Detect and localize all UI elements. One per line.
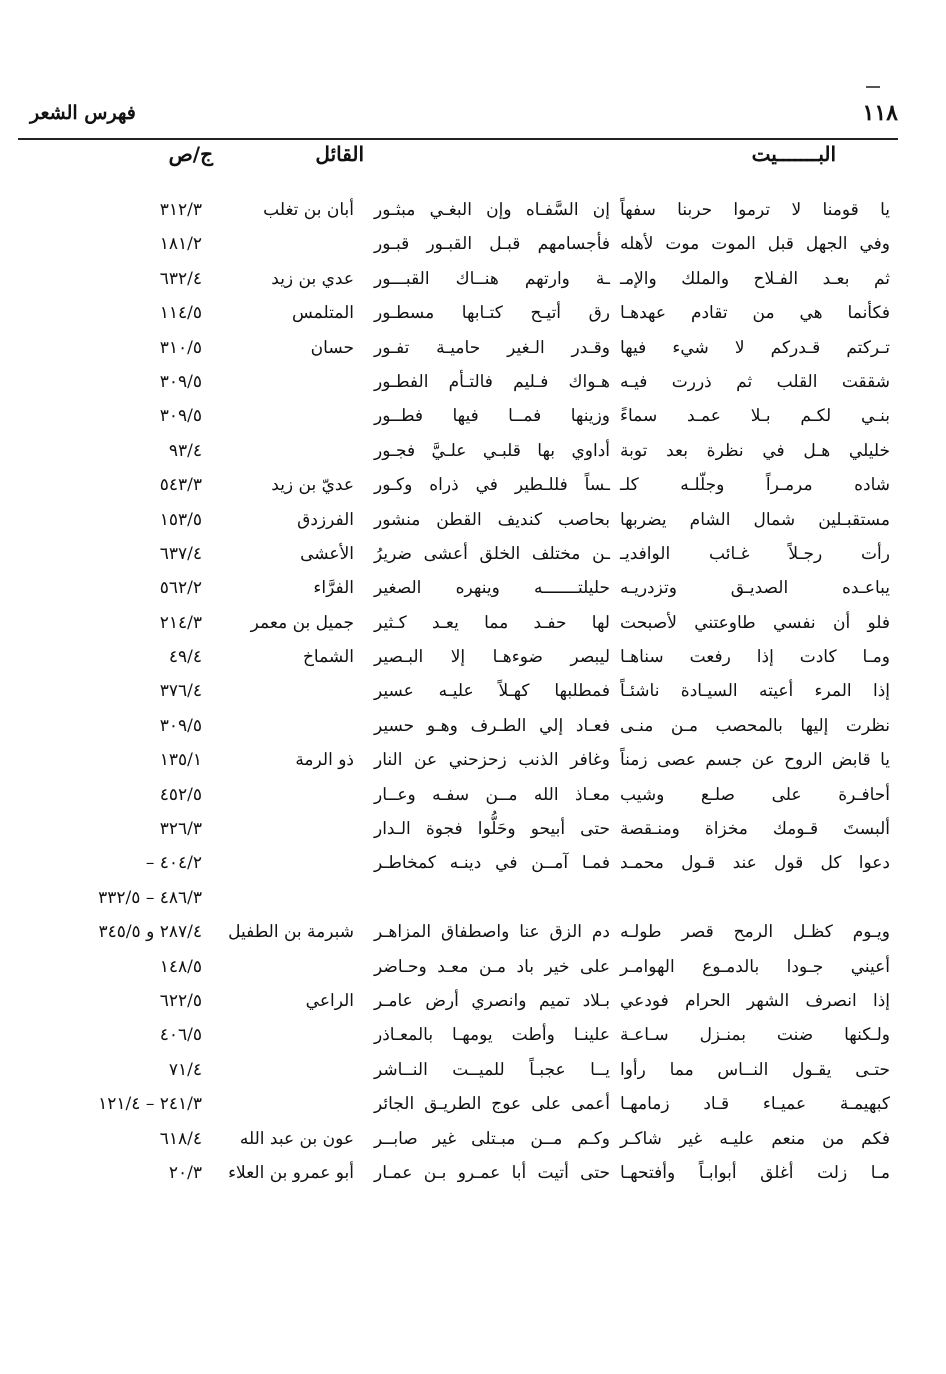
- table-row: [0, 296, 946, 330]
- poet-name: الفرزدق: [297, 509, 354, 530]
- poet-name: جميل بن معمر: [250, 612, 354, 633]
- verse-second-hemistich: ليبصر ضوءهـا إلا البـصير: [374, 647, 610, 668]
- volume-page-reference: ١٥٣/٥: [159, 509, 202, 530]
- verse-first-hemistich: ومـا كادت إذا رفعت سناهـا: [620, 647, 890, 668]
- volume-page-reference: ٥٤٣/٣: [159, 475, 202, 496]
- verse-second-hemistich: لها حفـد مما يعـد كـثير: [374, 612, 610, 633]
- poet-name: الأعشى: [300, 543, 354, 564]
- poet-name: الفرَّاء: [313, 578, 354, 599]
- volume-page-reference: ٣٠٩/٥: [159, 371, 202, 392]
- volume-page-reference: ١١٤/٥: [159, 303, 202, 324]
- table-row: [0, 1018, 946, 1052]
- volume-page-reference: ٤٥٢/٥: [159, 784, 202, 805]
- verse-second-hemistich: بحاصب كنديف القطن منشور: [374, 509, 610, 530]
- verse-first-hemistich: خليلي هـل في نظرة بعد توبة: [620, 440, 890, 461]
- verse-second-hemistich: فعـاد إلي الطـرف وهـو حسير: [374, 715, 610, 736]
- volume-page-reference: ٤٠٤/٢ –: [145, 853, 202, 874]
- verse-first-hemistich: نظرت إليها بالمحصب مـن منـى: [620, 715, 890, 736]
- table-row: [0, 227, 946, 261]
- volume-page-reference: ٣٠٩/٥: [159, 406, 202, 427]
- verse-second-hemistich: بـلاد تميم وانصري أرض عامـر: [374, 990, 610, 1011]
- verse-second-hemistich: أداوي بها قلبـي علـيَّ فجـور: [374, 440, 610, 461]
- volume-page-reference: ٣٧٦/٤: [159, 681, 202, 702]
- table-row: [0, 743, 946, 777]
- verse-first-hemistich: ولـكنها ضنت بمنـزل سـاعـة: [620, 1025, 890, 1046]
- volume-page-reference: ٤٨٦/٣ – ٣٣٢/٥: [98, 887, 202, 908]
- table-row: [0, 1053, 946, 1087]
- column-header-verse: البـــــــيت: [751, 142, 836, 166]
- verse-first-hemistich: شاده مرمـراً وجلّلـه كلـ: [620, 475, 890, 496]
- verse-first-hemistich: إذا انصرف الشهر الحرام فودعي: [620, 990, 890, 1011]
- column-header-poet: القائل: [315, 142, 364, 166]
- volume-page-reference: ٤٩/٤: [168, 647, 202, 668]
- verse-first-hemistich: مستقبـلين شمال الشام يضربها: [620, 509, 890, 530]
- page-header: [30, 100, 898, 130]
- poet-name: عدي بن زيد: [271, 268, 354, 289]
- verse-second-hemistich: رق أتيـح كتـابها مسطـور: [374, 303, 610, 324]
- verse-second-hemistich: أعمى على عوج الطريـق الجائر: [374, 1094, 610, 1115]
- verse-second-hemistich: هـواك فـليم فالتـأم الفطـور: [374, 371, 610, 392]
- table-row: [0, 262, 946, 296]
- verse-second-hemistich: فمـا آمــن في دينـه كمخاطـر: [374, 853, 610, 874]
- verse-first-hemistich: يا قومنا لا ترموا حربنا سفهاً: [620, 200, 890, 220]
- volume-page-reference: ٣١٢/٣: [159, 200, 202, 220]
- verse-first-hemistich: كبهيمـة عميـاء قـاد زمامهـا: [620, 1094, 890, 1115]
- poet-name: أبان بن تغلب: [263, 200, 354, 220]
- table-row: [0, 640, 946, 674]
- table-row: [0, 365, 946, 399]
- poet-name: عديّ بن زيد: [271, 475, 354, 496]
- table-row: [0, 709, 946, 743]
- table-row: [0, 674, 946, 708]
- verse-second-hemistich: ـن مختلف الخلق أعشى ضريرُ: [374, 543, 610, 564]
- table-row: [0, 331, 946, 365]
- table-row: [0, 950, 946, 984]
- volume-page-reference: ٣١٠/٥: [159, 337, 202, 358]
- verse-index-table: [0, 193, 946, 1190]
- verse-second-hemistich: وغافر الذنب زحزحني عن النار: [374, 750, 610, 771]
- verse-second-hemistich: وقـدر الـغير حاميـة تفـور: [374, 337, 610, 358]
- table-row: [0, 468, 946, 502]
- volume-page-reference: ٢٨٧/٤ و ٣٤٥/٥: [98, 922, 202, 943]
- verse-first-hemistich: حتـى يقـول النــاس مما رأوا: [620, 1059, 890, 1080]
- volume-page-reference: ٢١٤/٣: [159, 612, 202, 633]
- volume-page-reference: ٢٠/٣: [168, 1162, 202, 1183]
- poet-name: الشماخ: [302, 647, 354, 668]
- volume-page-reference: ٦٣٧/٤: [159, 543, 202, 564]
- volume-page-reference: ٣٢٦/٣: [159, 819, 202, 840]
- verse-first-hemistich: فكم من منعم عليـه غير شاكـر: [620, 1128, 890, 1149]
- verse-first-hemistich: شققت القلب ثم ذررت فيـه: [620, 371, 890, 392]
- volume-page-reference: ٦٣٢/٤: [159, 268, 202, 289]
- poet-name: الراعي: [305, 990, 354, 1011]
- volume-page-reference: ٥٦٢/٢: [159, 578, 202, 599]
- verse-first-hemistich: مـا زلت أغلق أبوابـاً وأفتحهـا: [620, 1162, 890, 1183]
- volume-page-reference: ٦٢٢/٥: [159, 990, 202, 1011]
- table-row: [0, 537, 946, 571]
- verse-first-hemistich: دعوا كل قول عند قـول محمـد: [620, 853, 890, 874]
- column-header-reference: ج/ص: [168, 142, 213, 166]
- section-title: فهرس الشعر: [30, 102, 136, 124]
- poet-name: شبرمة بن الطفيل: [228, 922, 354, 943]
- verse-second-hemistich: علينـا وأطت يومهـا بالمعـاذر: [374, 1025, 610, 1046]
- poet-name: المتلمس: [292, 303, 354, 324]
- volume-page-reference: ١٨١/٢: [159, 234, 202, 255]
- volume-page-reference: ١٣٥/١: [159, 750, 202, 771]
- table-row: [0, 606, 946, 640]
- verse-second-hemistich: حتى أتيت أبا عمـرو بـن عمـار: [374, 1162, 610, 1183]
- verse-first-hemistich: أحافـرة على صلـع وشيب: [620, 784, 890, 805]
- table-row: [0, 1122, 946, 1156]
- verse-first-hemistich: أعيني جـودا بالدمـوع الهوامـر: [620, 956, 890, 977]
- verse-second-hemistich: يــا عجبـاً للميــت النــاشر: [374, 1059, 610, 1080]
- verse-first-hemistich: بنـي لكـم بـلا عمـد سماءً: [620, 406, 890, 427]
- verse-second-hemistich: ـساً فللـطير في ذراه وكـور: [374, 475, 610, 496]
- verse-second-hemistich: وزينها فمــا فيها فطــور: [374, 406, 610, 427]
- table-row: [0, 778, 946, 812]
- volume-page-reference: ٢٤١/٣ – ١٢١/٤: [98, 1094, 202, 1115]
- verse-second-hemistich: إن السَّفـاه وإن البغـي مبثـور: [374, 200, 610, 220]
- table-row: [0, 571, 946, 605]
- page-number: ١١٨: [862, 100, 898, 126]
- volume-page-reference: ٦١٨/٤: [159, 1128, 202, 1149]
- volume-page-reference: ١٤٨/٥: [159, 956, 202, 977]
- poet-name: عون بن عبد الله: [239, 1128, 354, 1149]
- table-row: [0, 846, 946, 880]
- table-row: [0, 1156, 946, 1190]
- verse-first-hemistich: ثم بعـد الفـلاح والملك والإمـ: [620, 268, 890, 289]
- top-dash: [866, 86, 880, 88]
- table-row: [0, 434, 946, 468]
- volume-page-reference: ٣٠٩/٥: [159, 715, 202, 736]
- verse-first-hemistich: ألبستَ قـومك مخزاة ومنـقصة: [620, 819, 890, 840]
- header-rule: [18, 138, 898, 140]
- table-row: [0, 881, 946, 915]
- verse-second-hemistich: فمطلبها كهـلاً عليـه عسير: [374, 681, 610, 702]
- verse-first-hemistich: إذا المرء أعيته السيـادة ناشئـاً: [620, 681, 890, 702]
- verse-first-hemistich: فكأنما هي من تقادم عهدهـا: [620, 303, 890, 324]
- verse-first-hemistich: ويـوم كظـل الرمح قصر طولـه: [620, 922, 890, 943]
- verse-first-hemistich: تـركتم قـدركم لا شيء فيها: [620, 337, 890, 358]
- table-row: [0, 915, 946, 949]
- table-row: [0, 193, 946, 227]
- poet-name: حسان: [310, 337, 354, 358]
- volume-page-reference: ٩٣/٤: [168, 440, 202, 461]
- verse-first-hemistich: رأت رجـلاً غـائب الوافديـ: [620, 543, 890, 564]
- verse-second-hemistich: حليلتـــــــه وينهره الصغير: [374, 578, 610, 599]
- verse-first-hemistich: وفي الجهل قبل الموت موت لأهله: [620, 234, 890, 255]
- volume-page-reference: ٧١/٤: [168, 1059, 202, 1080]
- column-headers: [0, 142, 946, 176]
- verse-first-hemistich: فلو أن نفسي طاوعتني لأصبحت: [620, 612, 890, 633]
- poet-name: ذو الرمة: [295, 750, 354, 771]
- verse-second-hemistich: معـاذ الله مــن سفـه وعــار: [374, 784, 610, 805]
- verse-first-hemistich: يا قابض الروح عن جسم عصى زمناً: [620, 750, 890, 771]
- table-row: [0, 1087, 946, 1121]
- verse-second-hemistich: حتى أبيحو وحَلُّوا فجوة الـدار: [374, 819, 610, 840]
- verse-second-hemistich: دم الزق عنا واصطفاق المزاهـر: [374, 922, 610, 943]
- verse-second-hemistich: ـة وارتهم هنــاك القبـــور: [374, 268, 610, 289]
- verse-second-hemistich: فأجسامهم قبـل القبـور قبـور: [374, 234, 610, 255]
- verse-second-hemistich: وكـم مــن مبـتلى غير صابــر: [374, 1128, 610, 1149]
- table-row: [0, 503, 946, 537]
- verse-first-hemistich: يباعـده الصديـق وتزدريـه: [620, 578, 890, 599]
- table-row: [0, 984, 946, 1018]
- table-row: [0, 399, 946, 433]
- volume-page-reference: ٤٠٦/٥: [159, 1025, 202, 1046]
- verse-second-hemistich: على خير باد مـن معـد وحـاضر: [374, 956, 610, 977]
- table-row: [0, 812, 946, 846]
- poet-name: أبو عمرو بن العلاء: [228, 1162, 354, 1183]
